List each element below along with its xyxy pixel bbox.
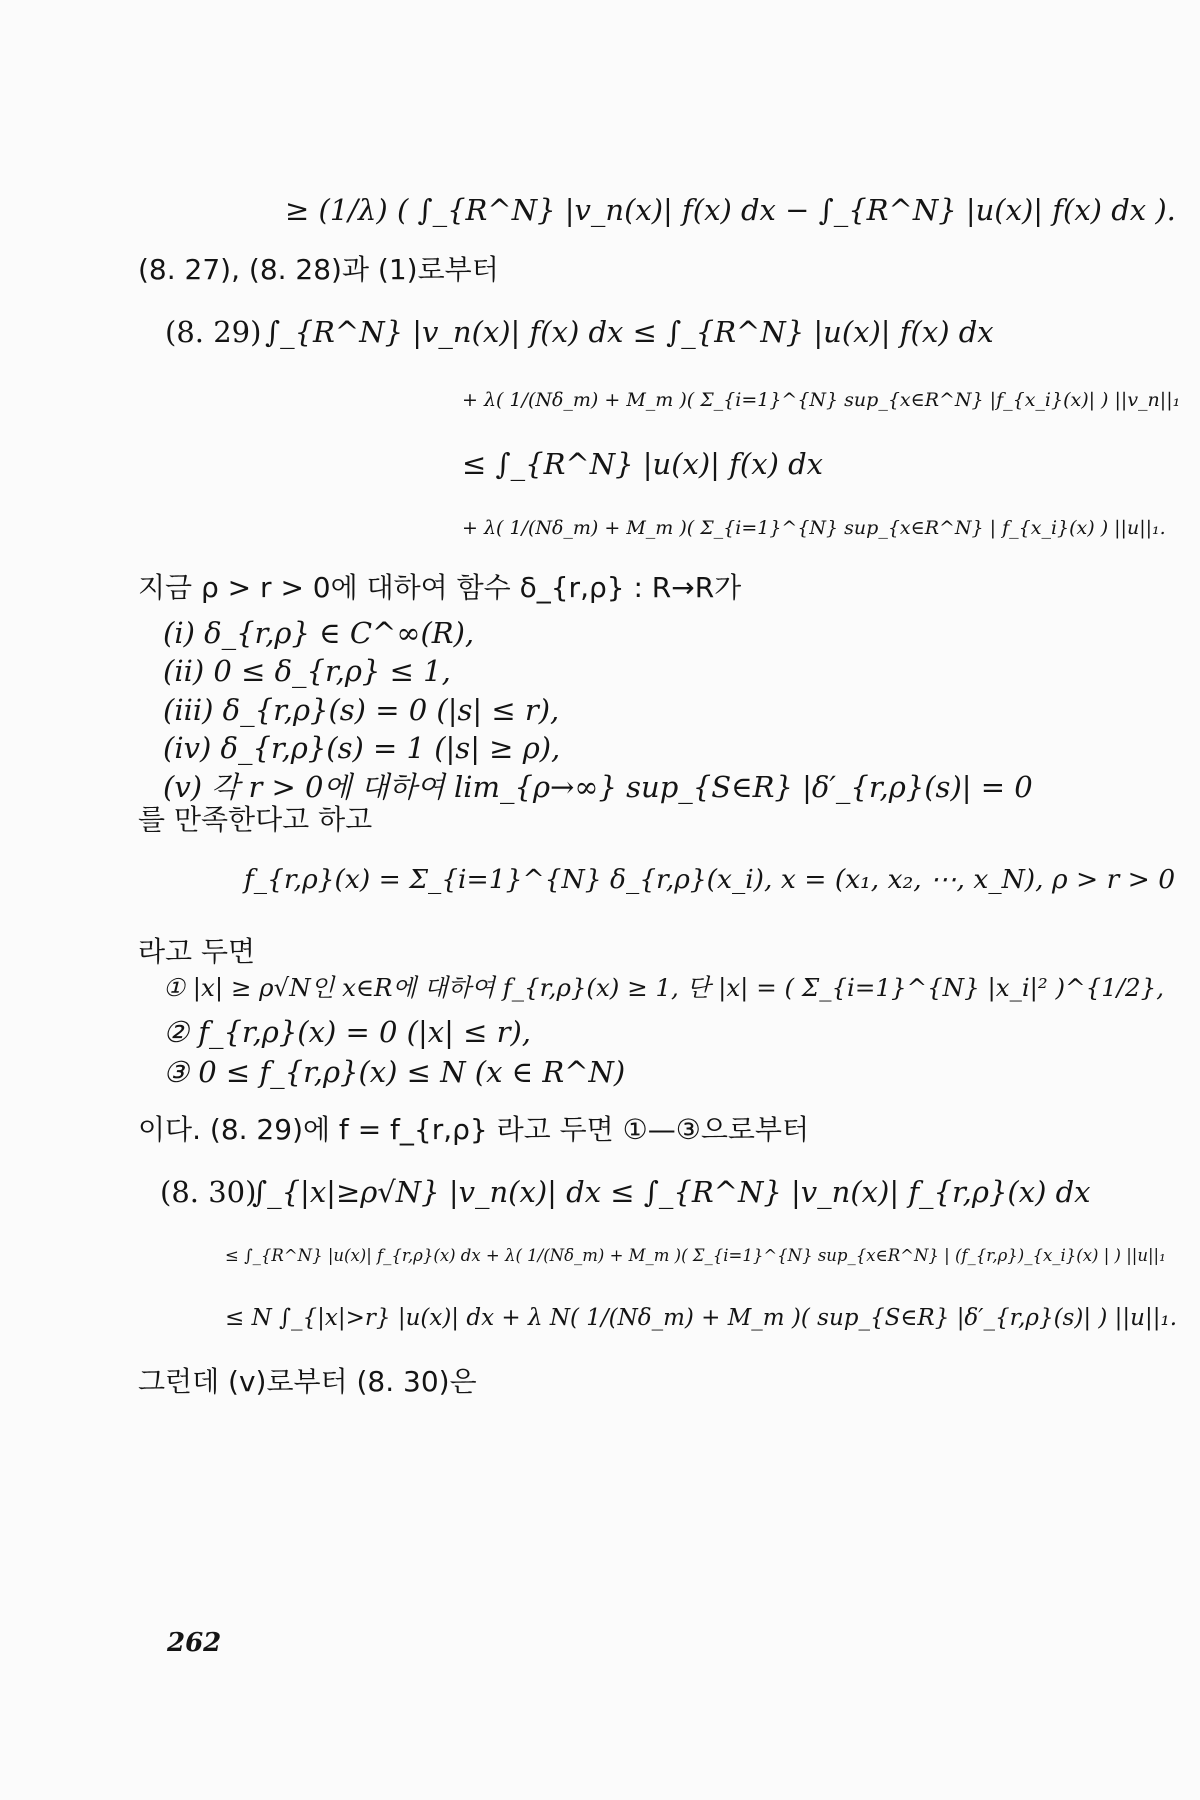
equation-line: ∫_{|x|≥ρ√N} |v_n(x)| dx ≤ ∫_{R^N} |v_n(x)| f_{r,ρ}(x) dx bbox=[252, 1175, 1091, 1209]
condition-item: (iii) δ_{r,ρ}(s) = 0 (|s| ≤ r), bbox=[163, 693, 560, 727]
equation-line: ≤ ∫_{R^N} |u(x)| f_{r,ρ}(x) dx + λ( 1/(Nδ_m) + M_m )( Σ_{i=1}^{N} sup_{x∈R^N} | (f_{r,ρ})_{x_i}(x) | ) ||u||₁ bbox=[225, 1246, 1166, 1265]
text-line: 이다. (8. 29)에 f = f_{r,ρ} 라고 두면 ①—③으로부터 bbox=[138, 1113, 810, 1146]
text-line: 라고 두면 bbox=[138, 935, 256, 968]
page-number: 262 bbox=[167, 1628, 222, 1658]
equation-line: ≤ ∫_{R^N} |u(x)| f(x) dx bbox=[462, 447, 824, 481]
equation-number: (8. 30) bbox=[160, 1175, 257, 1209]
text-line: 지금 ρ > r > 0에 대하여 함수 δ_{r,ρ} : R→R가 bbox=[138, 571, 742, 604]
equation-line: ∫_{R^N} |v_n(x)| f(x) dx ≤ ∫_{R^N} |u(x)| f(x) dx bbox=[265, 315, 994, 349]
equation-number: (8. 29) bbox=[165, 315, 262, 349]
property-item: ③ 0 ≤ f_{r,ρ}(x) ≤ N (x ∈ R^N) bbox=[163, 1055, 626, 1089]
condition-item: (v) 각 r > 0에 대하여 lim_{ρ→∞} sup_{S∈R} |δ′_{r,ρ}(s)| = 0 bbox=[163, 770, 1033, 804]
text-line: 그런데 (v)로부터 (8. 30)은 bbox=[138, 1365, 477, 1398]
condition-item: (iv) δ_{r,ρ}(s) = 1 (|s| ≥ ρ), bbox=[163, 731, 561, 765]
property-item: ① |x| ≥ ρ√N인 x∈R에 대하여 f_{r,ρ}(x) ≥ 1, 단 |x| = ( Σ_{i=1}^{N} |x_i|² )^{1/2}, bbox=[163, 973, 1164, 1002]
text-line: 를 만족한다고 하고 bbox=[138, 803, 373, 836]
equation-line: + λ( 1/(Nδ_m) + M_m )( Σ_{i=1}^{N} sup_{x∈R^N} |f_{x_i}(x)| ) ||v_n||₁ bbox=[462, 389, 1181, 411]
property-item: ② f_{r,ρ}(x) = 0 (|x| ≤ r), bbox=[163, 1015, 532, 1049]
equation-line: f_{r,ρ}(x) = Σ_{i=1}^{N} δ_{r,ρ}(x_i), x = (x₁, x₂, ⋯, x_N), ρ > r > 0 bbox=[244, 864, 1176, 895]
text-line: (8. 27), (8. 28)과 (1)로부터 bbox=[138, 253, 499, 286]
equation-line: ≥ (1/λ) ( ∫_{R^N} |v_n(x)| f(x) dx − ∫_{R^N} |u(x)| f(x) dx ). bbox=[285, 193, 1176, 227]
condition-item: (ii) 0 ≤ δ_{r,ρ} ≤ 1, bbox=[163, 654, 451, 688]
equation-line: + λ( 1/(Nδ_m) + M_m )( Σ_{i=1}^{N} sup_{x∈R^N} | f_{x_i}(x) ) ||u||₁. bbox=[462, 517, 1166, 539]
condition-item: (i) δ_{r,ρ} ∈ C^∞(R), bbox=[163, 616, 475, 650]
equation-line: ≤ N ∫_{|x|>r} |u(x)| dx + λ N( 1/(Nδ_m) + M_m )( sup_{S∈R} |δ′_{r,ρ}(s)| ) ||u||₁. bbox=[225, 1305, 1178, 1331]
